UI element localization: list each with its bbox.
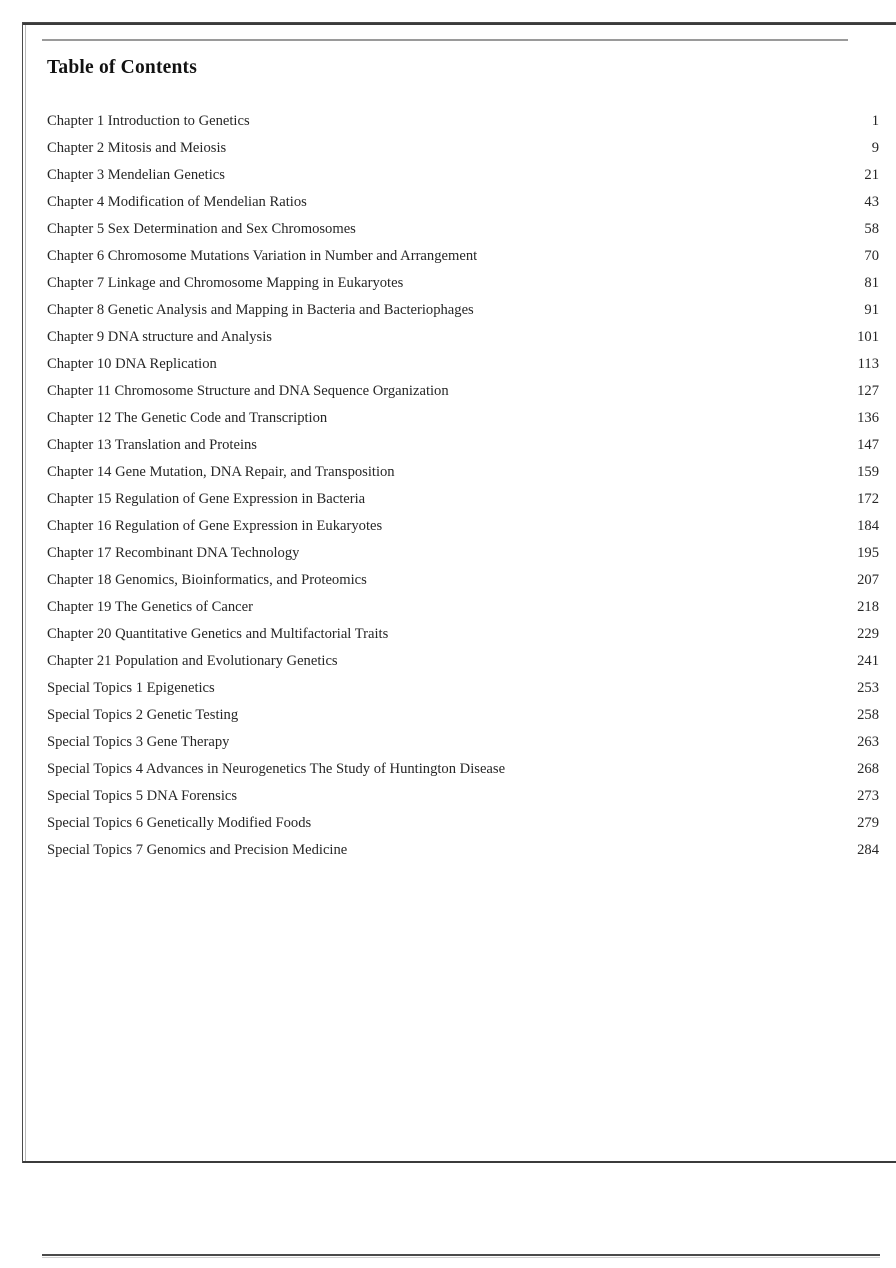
toc-entry-title: Chapter 8 Genetic Analysis and Mapping in Bacteria and Bacteriophages [47,302,474,318]
header-divider-rule [42,39,848,41]
toc-entry-page-number: 279 [857,815,879,831]
toc-entry[interactable] [47,351,879,378]
toc-entry-title: Chapter 12 The Genetic Code and Transcription [47,410,328,426]
toc-entry-title: Chapter 19 The Genetics of Cancer [47,599,253,615]
toc-entry[interactable] [47,594,879,621]
toc-entry-title: Chapter 15 Regulation of Gene Expression in Bacteria [47,491,366,507]
toc-entry-page-number: 241 [857,653,879,669]
toc-entry-page-number: 21 [864,167,879,183]
toc-entry[interactable] [47,837,879,864]
toc-entry-page-number: 70 [864,248,879,264]
toc-entry-title: Chapter 11 Chromosome Structure and DNA Sequence Organization [47,383,449,399]
toc-entry-page-number: 229 [857,626,879,642]
toc-entry-page-number: 1 [871,113,879,129]
toc-entry-title: Chapter 3 Mendelian Genetics [47,167,225,183]
page-title: Table of Contents [47,57,198,79]
toc-entry-page-number: 136 [857,410,879,426]
toc-entry-title: Chapter 9 DNA structure and Analysis [47,329,272,345]
toc-entry-page-number: 58 [864,221,879,237]
toc-entry-title: Chapter 5 Sex Determination and Sex Chromosomes [47,221,356,237]
toc-entry-page-number: 258 [857,707,879,723]
toc-entry[interactable] [47,756,879,783]
toc-entry-page-number: 207 [857,572,879,588]
toc-entry[interactable] [47,162,879,189]
toc-entry-title: Special Topics 7 Genomics and Precision Medicine [47,842,348,858]
toc-entry-title: Special Topics 4 Advances in Neurogenetics The Study of Huntington Disease [47,761,506,777]
toc-entry-page-number: 172 [857,491,879,507]
toc-entry[interactable] [47,486,879,513]
toc-entry-title: Chapter 2 Mitosis and Meiosis [47,140,227,156]
toc-entry[interactable] [47,216,879,243]
toc-entry-page-number: 263 [857,734,879,750]
toc-entry-page-number: 284 [857,842,879,858]
toc-entry-title: Special Topics 3 Gene Therapy [47,734,230,750]
toc-entry-title: Chapter 13 Translation and Proteins [47,437,257,453]
toc-entry-page-number: 43 [864,194,879,210]
toc-entry-title: Chapter 6 Chromosome Mutations Variation in Number and Arrangement [47,248,478,264]
toc-entry-page-number: 159 [857,464,879,480]
toc-entry-page-number: 218 [857,599,879,615]
toc-entry-title: Chapter 4 Modification of Mendelian Ratios [47,194,307,210]
toc-entry-page-number: 268 [857,761,879,777]
toc-entry-title: Chapter 21 Population and Evolutionary Genetics [47,653,338,669]
toc-entry[interactable] [47,729,879,756]
toc-entry[interactable] [47,513,879,540]
toc-entry-title: Special Topics 5 DNA Forensics [47,788,238,804]
footer-divider-rule [42,1254,880,1256]
toc-entry-title: Chapter 1 Introduction to Genetics [47,113,250,129]
toc-entry-page-number: 9 [871,140,879,156]
toc-entry[interactable] [47,540,879,567]
toc-entry-page-number: 253 [857,680,879,696]
toc-entry-page-number: 101 [857,329,879,345]
toc-entry-title: Chapter 7 Linkage and Chromosome Mapping in Eukaryotes [47,275,404,291]
toc-entry-page-number: 184 [857,518,879,534]
toc-entry[interactable] [47,459,879,486]
table-of-contents-list [47,108,879,864]
toc-entry[interactable] [47,675,879,702]
toc-entry-title: Chapter 16 Regulation of Gene Expression in Eukaryotes [47,518,383,534]
toc-entry-page-number: 195 [857,545,879,561]
toc-entry[interactable] [47,189,879,216]
toc-entry-page-number: 91 [864,302,879,318]
toc-entry[interactable] [47,324,879,351]
toc-entry-title: Chapter 10 DNA Replication [47,356,217,372]
toc-entry[interactable] [47,783,879,810]
toc-entry-title: Special Topics 6 Genetically Modified Foods [47,815,312,831]
toc-entry-page-number: 147 [857,437,879,453]
toc-entry[interactable] [47,243,879,270]
toc-entry-title: Chapter 20 Quantitative Genetics and Multifactorial Traits [47,626,389,642]
toc-entry[interactable] [47,432,879,459]
toc-entry[interactable] [47,378,879,405]
toc-entry-page-number: 127 [857,383,879,399]
toc-entry[interactable] [47,702,879,729]
frame-edge-shadow [25,25,26,1161]
toc-entry-title: Chapter 17 Recombinant DNA Technology [47,545,300,561]
footer-divider-rule-shadow [42,1257,880,1258]
toc-entry-page-number: 273 [857,788,879,804]
toc-entry-page-number: 81 [864,275,879,291]
toc-entry[interactable] [47,297,879,324]
toc-entry[interactable] [47,621,879,648]
toc-entry[interactable] [47,567,879,594]
toc-entry-title: Chapter 14 Gene Mutation, DNA Repair, and Transposition [47,464,395,480]
toc-entry[interactable] [47,648,879,675]
toc-entry-title: Special Topics 1 Epigenetics [47,680,215,696]
toc-entry[interactable] [47,108,879,135]
toc-entry-title: Chapter 18 Genomics, Bioinformatics, and Proteomics [47,572,367,588]
toc-entry[interactable] [47,405,879,432]
toc-entry[interactable] [47,810,879,837]
toc-entry[interactable] [47,270,879,297]
toc-entry-page-number: 113 [857,356,879,372]
toc-entry[interactable] [47,135,879,162]
toc-entry-title: Special Topics 2 Genetic Testing [47,707,239,723]
